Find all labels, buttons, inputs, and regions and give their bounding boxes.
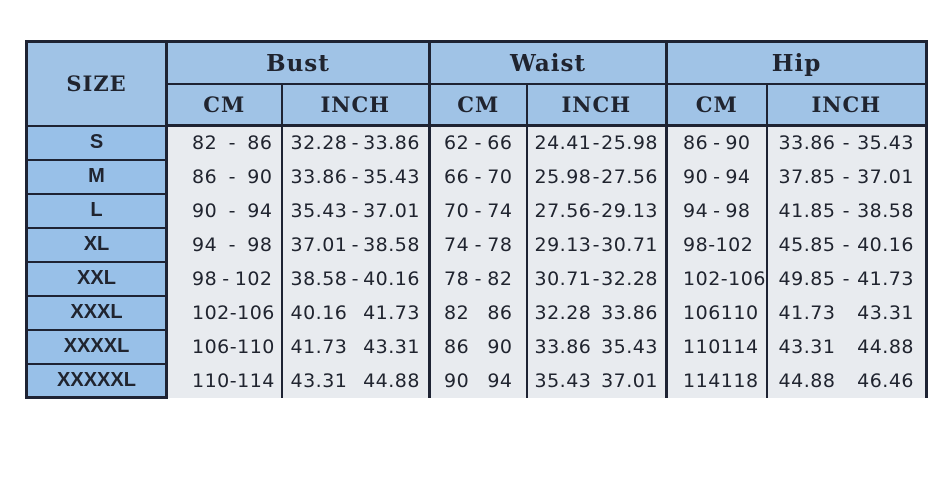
hip-cm-value [667, 194, 767, 228]
range-min: 24.41 [534, 132, 592, 155]
size-column-header: SIZE [27, 42, 167, 126]
range-max: 43.31 [857, 301, 915, 324]
bust-inch-value [282, 296, 430, 330]
range-max: 40.16 [363, 267, 420, 290]
range-min: 86 [192, 165, 218, 188]
range-separator: - [228, 165, 236, 188]
range-separator: - [842, 165, 850, 188]
range-max: 66 [487, 132, 513, 155]
range-max: 114 [720, 335, 759, 358]
range-max: 32.28 [601, 267, 659, 290]
range-max: 41.73 [363, 301, 420, 324]
size-row-label: XXXL [27, 296, 167, 330]
range-min: 78 [444, 267, 470, 290]
range-min: 62 [444, 132, 470, 155]
range-min: 70 [444, 199, 470, 222]
range-min: 82 [192, 132, 218, 155]
hip-inch-value [767, 364, 927, 398]
range-separator: - [713, 132, 721, 155]
size-row-label: XL [27, 228, 167, 262]
size-row-label: XXXXXL [27, 364, 167, 398]
bust-cm-value [167, 262, 282, 296]
range-separator: - [713, 165, 721, 188]
range-max: 78 [487, 233, 513, 256]
range-min: 90 [444, 369, 470, 392]
range-max: 44.88 [857, 335, 915, 358]
range-separator: - [720, 267, 729, 290]
hip-inch-value [767, 296, 927, 330]
range-min: 66 [444, 165, 470, 188]
range-separator: - [842, 267, 850, 290]
range-min: 30.71 [534, 267, 592, 290]
range-separator: - [592, 199, 600, 222]
range-min: 32.28 [290, 132, 348, 155]
table-row [27, 160, 927, 194]
hip-cm-value [667, 262, 767, 296]
range-separator: - [351, 199, 359, 222]
table-row [27, 262, 927, 296]
table-row [27, 126, 927, 160]
range-max: 90 [487, 335, 513, 358]
size-table-body [27, 126, 927, 398]
range-separator: - [474, 199, 482, 222]
size-row-label: S [27, 126, 167, 160]
range-min: 74 [444, 233, 470, 256]
range-max: 118 [720, 369, 759, 392]
range-max: 40.16 [857, 233, 914, 256]
range-min: 35.43 [290, 199, 348, 222]
range-separator: - [351, 165, 359, 188]
range-min: 33.86 [534, 335, 592, 358]
waist-cm-value [430, 296, 527, 330]
bust-cm-value [167, 126, 282, 160]
size-row-label: L [27, 194, 167, 228]
range-min: 98 [192, 267, 218, 290]
hip-cm-value [667, 364, 767, 398]
range-max: 37.01 [363, 199, 420, 222]
hip-inch-value [767, 228, 927, 262]
waist-cm-value [430, 228, 527, 262]
range-min: 102 [683, 267, 721, 290]
size-row-label: M [27, 160, 167, 194]
range-max: 98 [725, 199, 751, 222]
range-min: 114 [683, 369, 721, 392]
range-separator: - [351, 233, 359, 256]
bust-cm-value [167, 296, 282, 330]
range-min: 25.98 [534, 165, 592, 188]
range-separator: - [713, 199, 721, 222]
range-separator: - [222, 267, 230, 290]
range-min: 37.85 [778, 165, 836, 188]
range-max: 90 [725, 132, 751, 155]
range-separator: - [592, 165, 600, 188]
bust-cm-value [167, 364, 282, 398]
waist-cm-value [430, 160, 527, 194]
waist-inch-value [527, 364, 667, 398]
range-max: 35.43 [363, 165, 420, 188]
range-min: 82 [444, 301, 470, 324]
range-min: 86 [683, 132, 709, 155]
range-max: 106 [237, 301, 275, 324]
size-row-label: XXXXL [27, 330, 167, 364]
bust-inch-value [282, 330, 430, 364]
table-row [27, 296, 927, 330]
bust-cm-value [167, 330, 282, 364]
size-row-label: XXL [27, 262, 167, 296]
range-max: 86 [487, 301, 513, 324]
bust-inch-value [282, 364, 430, 398]
range-min: 37.01 [290, 233, 348, 256]
waist-inch-value [527, 228, 667, 262]
range-min: 43.31 [290, 369, 348, 392]
range-separator: - [474, 267, 482, 290]
hip-inch-value [767, 194, 927, 228]
range-min: 98 [683, 233, 709, 256]
range-min: 33.86 [290, 165, 348, 188]
range-max: 114 [237, 369, 275, 392]
range-separator: - [592, 233, 600, 256]
waist-inch-value [527, 262, 667, 296]
range-min: 90 [192, 199, 218, 222]
range-max: 90 [247, 165, 273, 188]
bust-group-header: Bust [167, 42, 430, 85]
waist-inch-value [527, 330, 667, 364]
range-max: 30.71 [601, 233, 659, 256]
range-separator: - [474, 165, 482, 188]
range-min: 29.13 [534, 233, 592, 256]
range-min: 43.31 [778, 335, 836, 358]
range-max: 43.31 [363, 335, 420, 358]
range-max: 94 [725, 165, 751, 188]
range-max: 70 [487, 165, 513, 188]
hip-cm-value [667, 228, 767, 262]
range-max: 25.98 [601, 132, 659, 155]
range-separator: - [474, 233, 482, 256]
range-max: 46.46 [857, 369, 915, 392]
range-min: 38.58 [290, 267, 348, 290]
range-min: 41.73 [778, 301, 836, 324]
range-separator: - [474, 132, 482, 155]
range-max: 37.01 [601, 369, 658, 392]
range-max: 41.73 [857, 267, 914, 290]
hip-inch-header: INCH [767, 84, 927, 126]
range-separator: - [842, 199, 850, 222]
range-separator: - [228, 132, 236, 155]
range-min: 44.88 [778, 369, 836, 392]
range-separator: - [229, 301, 238, 324]
waist-inch-header: INCH [527, 84, 667, 126]
hip-inch-value [767, 330, 927, 364]
range-max: 37.01 [857, 165, 914, 188]
range-max: 74 [487, 199, 513, 222]
range-max: 98 [247, 233, 273, 256]
range-min: 90 [683, 165, 709, 188]
range-separator: - [842, 132, 850, 155]
range-separator: - [351, 132, 359, 155]
table-row [27, 194, 927, 228]
range-max: 38.58 [363, 233, 420, 256]
range-min: 45.85 [778, 233, 836, 256]
range-separator: - [228, 199, 236, 222]
range-separator: - [708, 233, 716, 256]
range-min: 106 [192, 335, 230, 358]
range-min: 41.73 [290, 335, 348, 358]
range-max: 94 [247, 199, 273, 222]
range-max: 33.86 [363, 132, 420, 155]
hip-cm-value [667, 330, 767, 364]
bust-inch-header: INCH [282, 84, 430, 126]
bust-cm-value [167, 228, 282, 262]
range-separator: - [228, 233, 236, 256]
table-row [27, 364, 927, 398]
bust-inch-value [282, 160, 430, 194]
range-min: 106 [683, 301, 721, 324]
waist-inch-value [527, 160, 667, 194]
waist-cm-value [430, 330, 527, 364]
bust-inch-value [282, 262, 430, 296]
size-chart-table [25, 40, 928, 399]
range-separator: - [592, 132, 600, 155]
range-min: 94 [192, 233, 218, 256]
range-max: 27.56 [601, 165, 659, 188]
bust-cm-header: CM [167, 84, 282, 126]
range-min: 27.56 [534, 199, 592, 222]
range-max: 110 [237, 335, 275, 358]
range-max: 86 [247, 132, 273, 155]
hip-cm-value [667, 160, 767, 194]
range-min: 49.85 [778, 267, 836, 290]
bust-inch-value [282, 228, 430, 262]
hip-cm-value [667, 296, 767, 330]
range-min: 102 [192, 301, 230, 324]
table-group-header-row [27, 42, 927, 85]
range-separator: - [229, 335, 238, 358]
range-max: 94 [487, 369, 513, 392]
bust-cm-value [167, 160, 282, 194]
range-max: 35.43 [857, 132, 914, 155]
range-min: 41.85 [778, 199, 836, 222]
hip-cm-value [667, 126, 767, 160]
range-separator: - [351, 267, 359, 290]
waist-cm-value [430, 194, 527, 228]
table-row [27, 330, 927, 364]
range-min: 110 [192, 369, 230, 392]
range-max: 35.43 [601, 335, 658, 358]
waist-inch-value [527, 296, 667, 330]
waist-inch-value [527, 194, 667, 228]
range-min: 94 [683, 199, 709, 222]
range-max: 102 [234, 267, 273, 290]
bust-cm-value [167, 194, 282, 228]
hip-inch-value [767, 126, 927, 160]
range-max: 33.86 [601, 301, 658, 324]
waist-group-header: Waist [430, 42, 667, 85]
range-separator: - [229, 369, 238, 392]
range-max: 38.58 [857, 199, 914, 222]
range-max: 106 [728, 267, 766, 290]
waist-cm-value [430, 364, 527, 398]
waist-cm-value [430, 126, 527, 160]
hip-inch-value [767, 160, 927, 194]
range-max: 29.13 [601, 199, 659, 222]
range-min: 110 [683, 335, 721, 358]
range-min: 86 [444, 335, 470, 358]
waist-cm-value [430, 262, 527, 296]
table-row [27, 228, 927, 262]
range-min: 35.43 [534, 369, 592, 392]
range-max: 82 [487, 267, 513, 290]
waist-inch-value [527, 126, 667, 160]
range-min: 32.28 [534, 301, 592, 324]
waist-cm-header: CM [430, 84, 527, 126]
range-min: 40.16 [290, 301, 348, 324]
range-separator: - [592, 267, 600, 290]
bust-inch-value [282, 126, 430, 160]
range-max: 102 [715, 233, 754, 256]
range-max: 44.88 [363, 369, 420, 392]
range-min: 33.86 [778, 132, 836, 155]
range-separator: - [842, 233, 850, 256]
hip-cm-header: CM [667, 84, 767, 126]
range-max: 110 [720, 301, 759, 324]
bust-inch-value [282, 194, 430, 228]
hip-group-header: Hip [667, 42, 927, 85]
hip-inch-value [767, 262, 927, 296]
